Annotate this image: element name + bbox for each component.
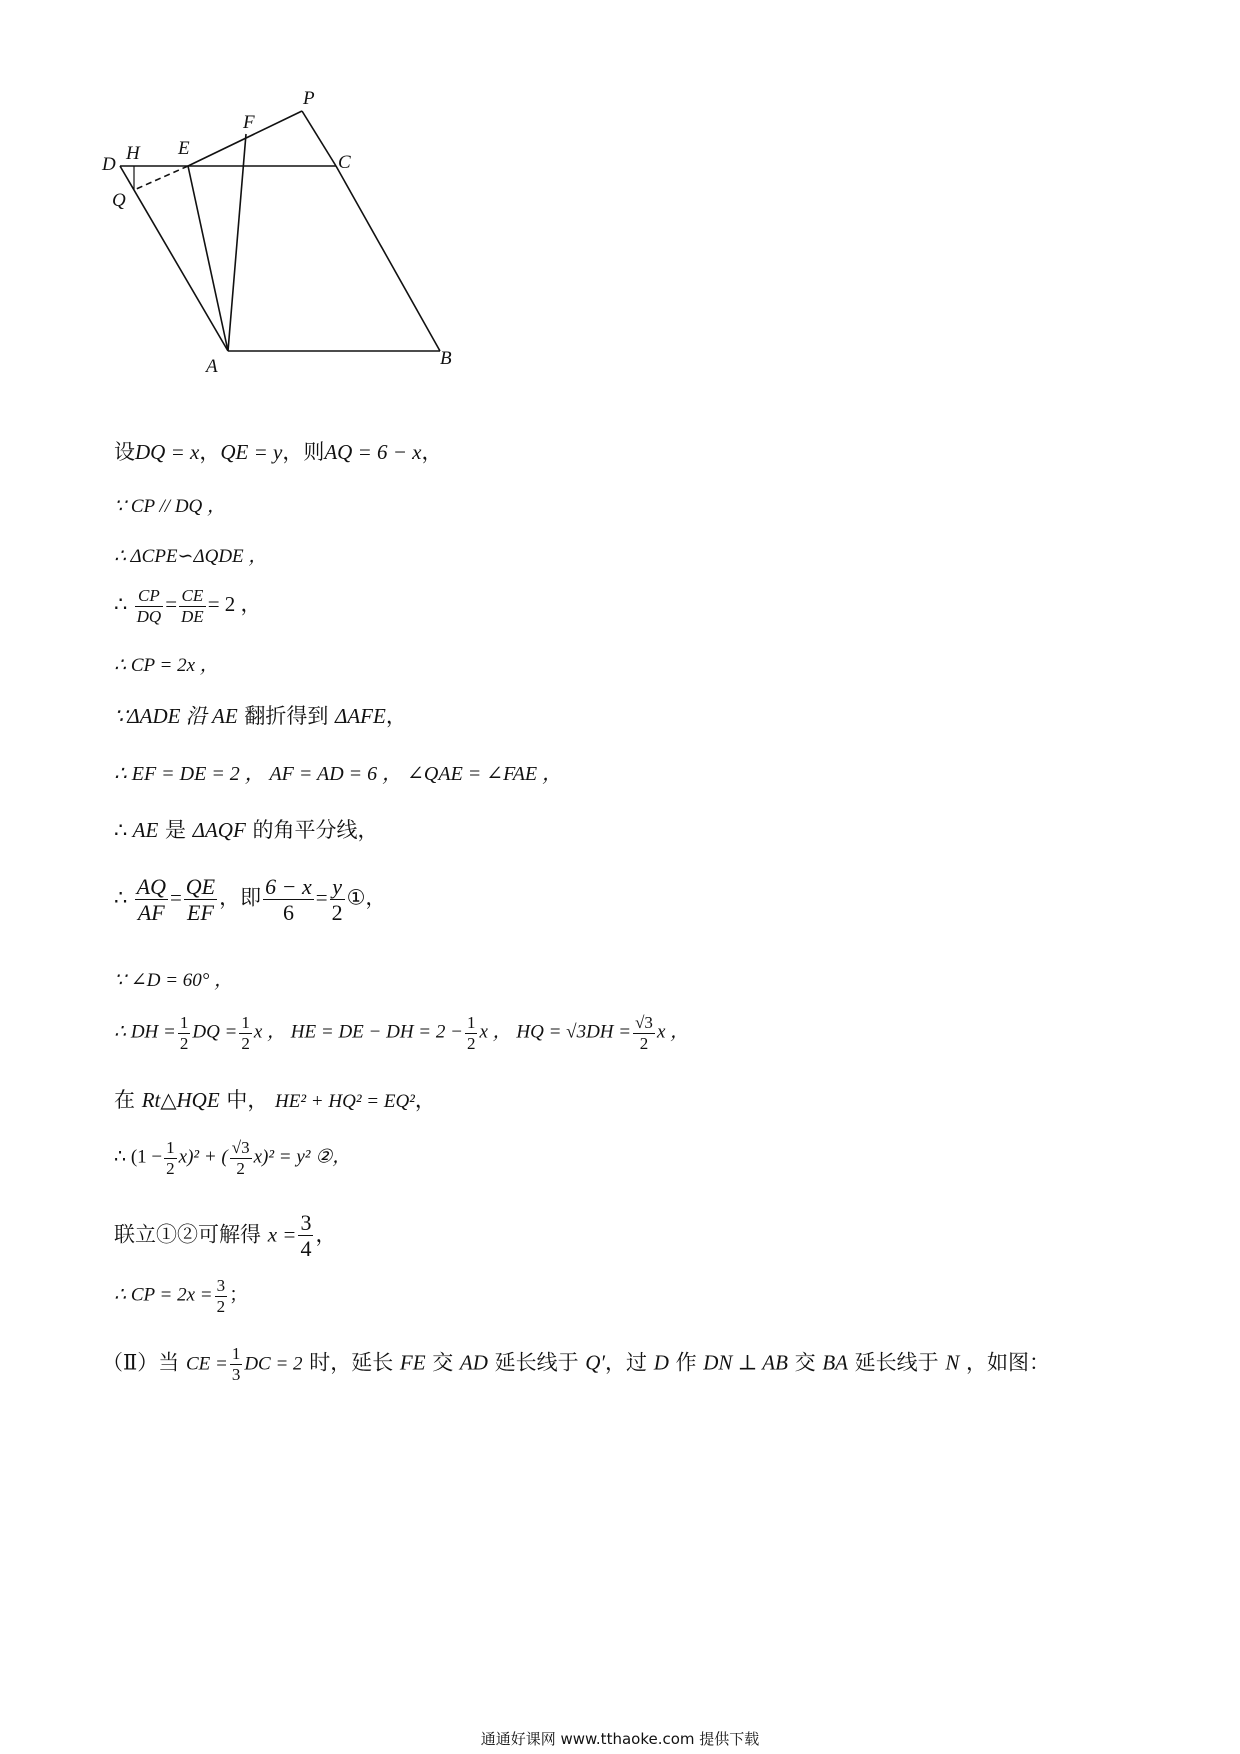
segment-cb <box>336 166 440 351</box>
solution-line-9 <box>114 874 386 926</box>
segment-eq-dashed <box>134 166 188 190</box>
math-dq: DQ = <box>192 1021 238 1043</box>
fraction-half: $\frac{1}{2}$ <box>241 1013 250 1053</box>
math-afe: ΔAFE <box>335 704 386 728</box>
text-sep: ， <box>414 1088 436 1112</box>
math-ae: AE <box>212 704 238 728</box>
text-middle: 中， <box>219 1088 276 1112</box>
label-f: F <box>243 112 255 133</box>
math-dc: DC = 2 <box>244 1353 303 1375</box>
fraction-three-halves: $\frac{3}{2}$ <box>216 1276 226 1316</box>
solution-line-7: ∴ EF = DE = 2 ， AF = AD = 6 ， ∠QAE = ∠FAE ， <box>114 763 563 785</box>
math-x-equals: x = <box>267 1222 297 1247</box>
math-ba: BA <box>822 1350 848 1375</box>
solution-line-13 <box>114 1138 351 1178</box>
therefore-symbol: ∴ <box>114 818 133 842</box>
math-fe: FE <box>399 1350 426 1375</box>
equals: = <box>315 885 328 910</box>
fraction-y-over-2: $\frac{y}{2}$ <box>331 874 343 926</box>
equals: = <box>169 885 182 910</box>
math-dh: ∴ DH = <box>114 1021 176 1043</box>
geometry-figure <box>100 86 500 416</box>
text-meet: 交 <box>787 1350 823 1375</box>
math-hq: x ， HQ = √3DH = <box>479 1021 632 1043</box>
solution-line-11 <box>114 1013 689 1053</box>
fraction-6-minus-x-over-6: $\frac{6 - x}{6}$ <box>265 874 312 926</box>
solution-line-14 <box>114 1210 336 1262</box>
fraction-half: $\frac{1}{2}$ <box>166 1138 175 1178</box>
text-sep: ， <box>199 440 221 464</box>
math-open: ∴ (1 − <box>114 1146 163 1168</box>
solution-line-6 <box>114 704 407 729</box>
equals-two: = 2 ， <box>207 591 262 616</box>
math-x: x ， <box>656 1021 690 1043</box>
text-meet: 交 <box>425 1350 460 1375</box>
label-b: B <box>440 348 452 369</box>
fraction-one-third: $\frac{1}{3}$ <box>231 1344 241 1384</box>
text-in: 在 <box>114 1088 142 1112</box>
text-as-figure: ，如图： <box>959 1350 1051 1375</box>
label-q: Q <box>112 190 126 211</box>
segment-pc <box>302 111 336 166</box>
math-ce: CE = <box>185 1353 228 1375</box>
math-qe-y: QE = y <box>220 440 283 464</box>
solution-line-1 <box>114 440 442 465</box>
solution-line-2: ∵ CP // DQ ， <box>114 496 227 517</box>
text-ade: ∵ΔADE 沿 <box>114 704 213 728</box>
text-fold: 翻折得到 <box>237 704 336 728</box>
text-through: ，过 <box>605 1350 654 1375</box>
math-d: D <box>653 1350 669 1375</box>
text-namely: ，即 <box>219 885 262 910</box>
label-a: A <box>206 356 218 377</box>
label-d: D <box>102 154 116 175</box>
fraction-three-quarters: $\frac{3}{4}$ <box>300 1210 312 1262</box>
text-solve: 联立①②可解得 <box>114 1222 268 1247</box>
solution-line-8 <box>114 818 378 843</box>
text-bisector: 的角平分线， <box>245 818 379 842</box>
text-is: 是 <box>158 818 193 842</box>
math-he: x ， HE = DE − DH = 2 − <box>253 1021 463 1043</box>
fraction-half: $\frac{1}{2}$ <box>179 1013 189 1053</box>
text-part-two: （Ⅱ）当 <box>102 1350 186 1375</box>
text-make: 作 <box>668 1350 704 1375</box>
fraction-root3-over-2: $\frac{√3}{2}$ <box>635 1013 653 1053</box>
math-equation-two: x)² = y² ②， <box>253 1146 352 1168</box>
solution-line-15 <box>114 1276 248 1316</box>
text-when: 时，延长 <box>302 1350 400 1375</box>
solution-line-16 <box>102 1344 1050 1384</box>
segment-ae <box>188 166 228 351</box>
therefore-symbol: ∴ <box>114 885 128 910</box>
math-pythagoras: HE² + HQ² = EQ² <box>275 1091 415 1112</box>
fraction-root3-over-2: $\frac{√3}{2}$ <box>231 1138 250 1178</box>
math-aq: AQ = 6 − x <box>324 440 422 464</box>
math-ad: AD <box>459 1350 488 1375</box>
label-e: E <box>178 138 190 159</box>
text-extension: 延长线于 <box>847 1350 946 1375</box>
label-c: C <box>338 152 351 173</box>
equals: = <box>165 591 178 616</box>
segment-da <box>120 166 228 351</box>
math-dq-x: DQ = x <box>135 440 200 464</box>
math-n: N <box>945 1350 960 1375</box>
label-p: P <box>303 88 315 109</box>
text-semicolon: ； <box>229 1284 249 1306</box>
math-mid: x)² + ( <box>178 1146 228 1168</box>
math-q-prime: Q′ <box>585 1350 606 1375</box>
text-sep: ， <box>315 1222 337 1247</box>
label-h: H <box>126 143 140 164</box>
solution-line-5: ∴ CP = 2x ， <box>114 655 219 676</box>
math-dn-perp-ab: DN ⊥ AB <box>703 1350 788 1375</box>
solution-line-3: ∴ ΔCPE∽ΔQDE ， <box>114 546 268 567</box>
fraction-aq-af: $\frac{AQ}{AF}$ <box>136 874 166 926</box>
fraction-half: $\frac{1}{2}$ <box>466 1013 476 1053</box>
fraction-cp-dq: $\frac{CP}{DQ}$ <box>136 586 162 626</box>
text-extension: 延长线于 <box>487 1350 586 1375</box>
circled-one: ①， <box>346 885 387 910</box>
math-aqf: ΔAQF <box>192 818 246 842</box>
solution-line-12 <box>114 1088 436 1114</box>
text-prefix: 设 <box>114 440 135 464</box>
math-rt-hqe: Rt△HQE <box>141 1088 220 1112</box>
fraction-ce-de: $\frac{CE}{DE}$ <box>181 586 204 626</box>
fraction-qe-ef: $\frac{QE}{EF}$ <box>185 874 216 926</box>
solution-line-4 <box>114 586 262 626</box>
page-footer: 通通好课网 www.tthaoke.com 提供下载 <box>480 1730 760 1748</box>
solution-line-10: ∵ ∠D = 60° ， <box>114 970 234 991</box>
text-sep: ， <box>421 440 443 464</box>
text-then: ，则 <box>282 440 325 464</box>
text-sep: ， <box>385 704 407 728</box>
math-ae: AE <box>132 818 159 842</box>
therefore-symbol: ∴ <box>114 591 128 616</box>
math-cp: ∴ CP = 2x = <box>114 1284 213 1306</box>
